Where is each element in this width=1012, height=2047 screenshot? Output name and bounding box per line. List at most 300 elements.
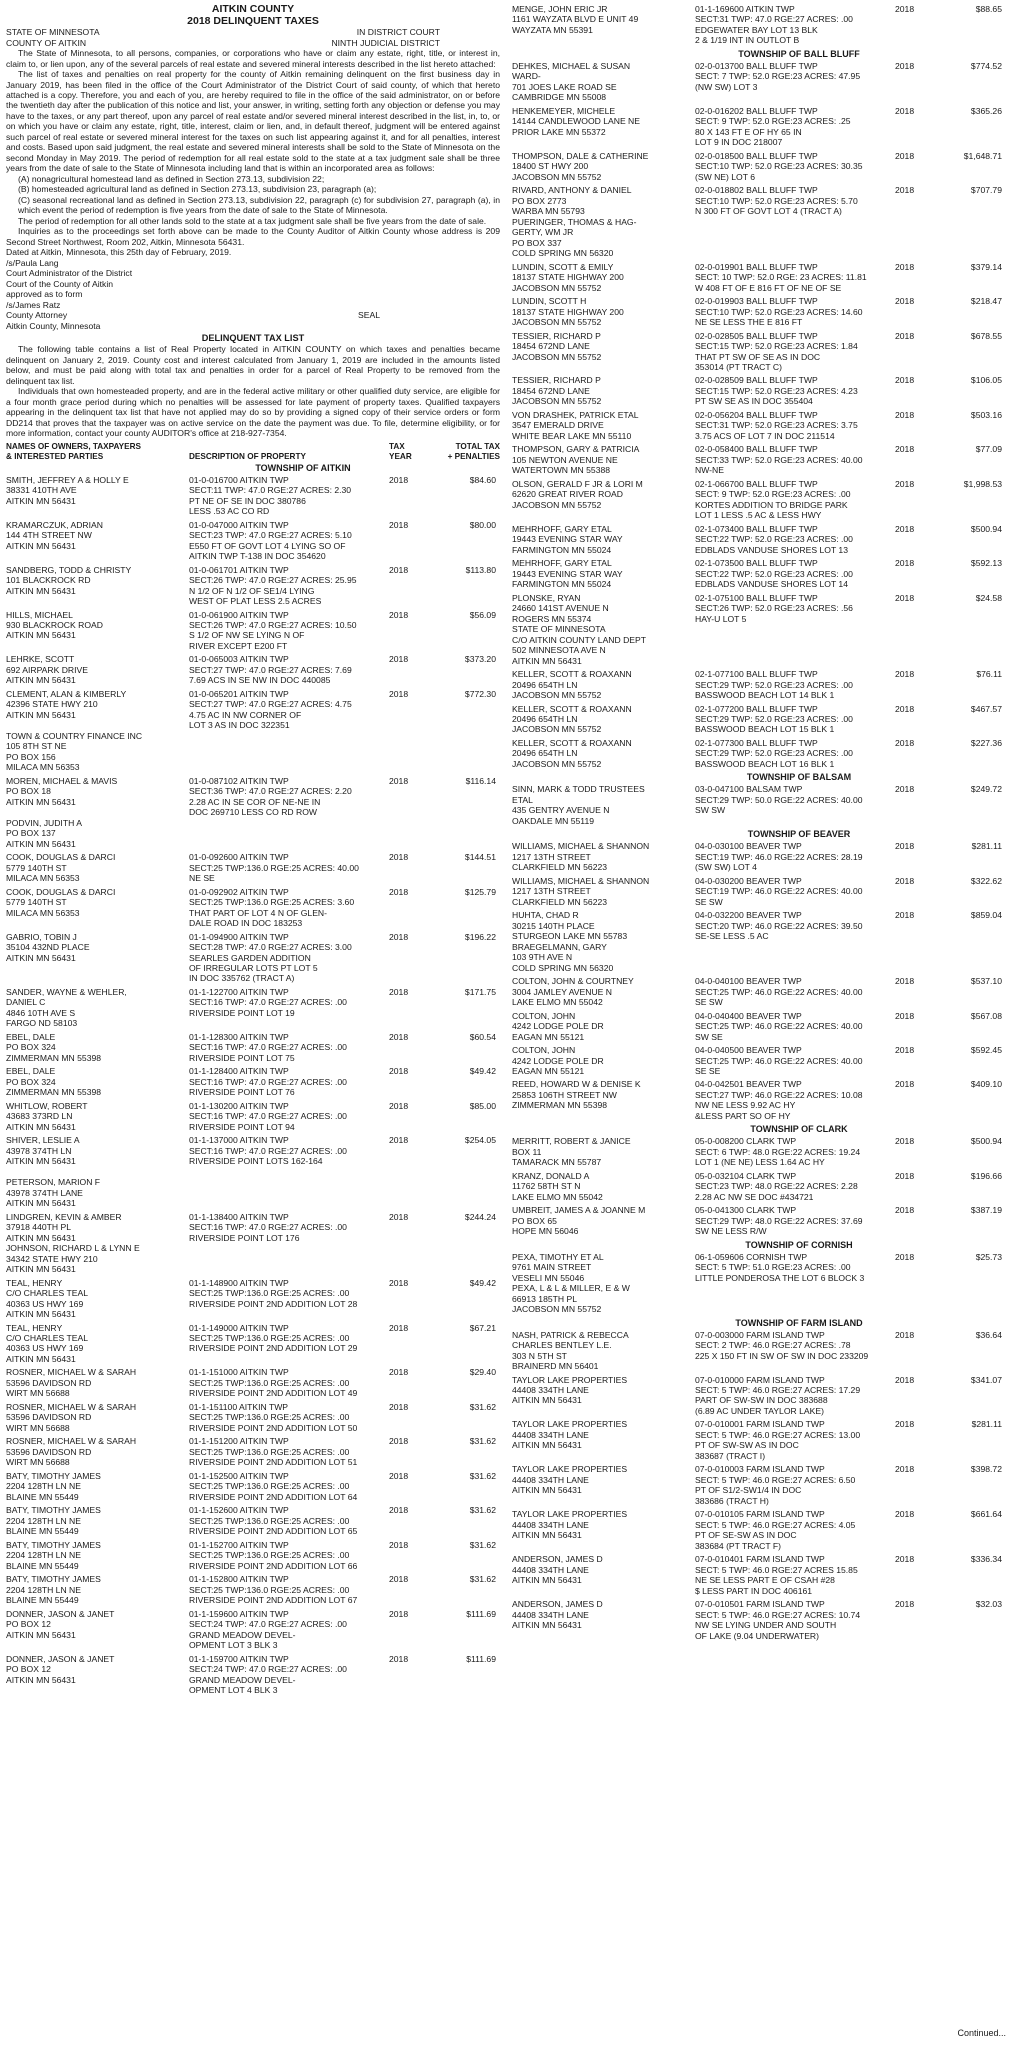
description-line: SECT: 5 TWP: 51.0 RGE:23 ACRES: .00 <box>695 1262 851 1273</box>
owner-line: 103 9TH AVE N <box>512 952 573 963</box>
total-amount-cell: $84.60 <box>469 474 496 485</box>
table-row <box>512 410 1006 441</box>
description-line: 01-1-130200 AITKIN TWP <box>189 1100 289 1111</box>
description-line: S 1/2 OF NW SE LYING N OF <box>189 630 305 641</box>
tax-year-cell: 2018 <box>895 910 915 921</box>
owner-cell <box>512 738 695 769</box>
total-amount-cell: $80.00 <box>469 519 496 530</box>
table-row <box>6 1609 500 1651</box>
owner-line: JACOBSON MN 55752 <box>512 499 602 510</box>
owner-line: TEAL, HENRY <box>6 1277 63 1288</box>
owner-line: JACOBSON MN 55752 <box>512 396 602 407</box>
tax-year-cell: 2018 <box>389 986 409 997</box>
signature-2: Court Administrator of the District <box>6 268 133 279</box>
owner-line: 44408 334TH LANE <box>512 1429 589 1440</box>
owner-line: JACOBSON MN 55752 <box>512 724 602 735</box>
owner-line: 18400 ST HWY 200 <box>512 161 589 172</box>
description-line: SW SE <box>695 1031 723 1042</box>
owner-line: BLAINE MN 55449 <box>6 1491 79 1502</box>
owner-line: COLD SPRING MN 56320 <box>512 962 614 973</box>
owner-line: WIRT MN 56688 <box>6 1388 70 1399</box>
description-cell <box>189 1436 389 1467</box>
tax-year-cell: 2018 <box>895 60 915 71</box>
table-row <box>512 1136 1006 1167</box>
table-row <box>6 1278 500 1320</box>
owner-line: WAYZATA MN 55391 <box>512 24 593 35</box>
table-row <box>6 852 500 883</box>
total-amount-cell: $281.11 <box>971 1419 1002 1430</box>
description-line: 07-0-010501 FARM ISLAND TWP <box>695 1599 825 1610</box>
description-line: (6.89 AC UNDER TAYLOR LAKE) <box>695 1405 824 1416</box>
owner-line: 44408 334TH LANE <box>512 1474 589 1485</box>
total-header-line-1: TOTAL TAX <box>455 441 500 451</box>
total-amount-cell: $218.47 <box>970 296 1002 307</box>
table-row <box>512 738 1006 769</box>
owner-cell <box>6 1574 189 1605</box>
owner-line: EBEL, DALE <box>6 1031 56 1042</box>
description-line: 05-0-032104 CLARK TWP <box>695 1170 797 1181</box>
table-row <box>512 841 1006 872</box>
owner-line: FARMINGTON MN 55024 <box>512 544 612 555</box>
notice-clause-c: (C) seasonal recreational land as defined in Section 273.13, subdivision 22, paragraph (c) for subdivision 27, paragraph (a), in which event the period of redemption is five years from the date of sale to the State of Minnesota. <box>18 194 500 216</box>
table-row <box>6 1540 500 1571</box>
tax-year-cell: 2018 <box>895 592 915 603</box>
owner-cell <box>512 4 695 46</box>
description-cell <box>189 654 389 685</box>
owner-line: COLTON, JOHN <box>512 1010 576 1021</box>
total-amount-cell: $707.79 <box>970 185 1002 196</box>
total-amount-cell: $373.20 <box>464 654 496 665</box>
total-amount-cell: $60.54 <box>469 1031 496 1042</box>
owner-cell <box>512 479 695 521</box>
owner-line: TAMARACK MN 55787 <box>512 1157 602 1168</box>
owner-line: LUNDIN, SCOTT H <box>512 296 587 307</box>
table-header <box>6 442 500 462</box>
table-row <box>512 558 1006 589</box>
owner-cell <box>512 410 695 441</box>
owner-cell <box>512 61 695 103</box>
description-cell <box>695 331 895 373</box>
owner-line: WIRT MN 56688 <box>6 1422 70 1433</box>
notice-paragraph-3: The period of redemption for all other lands sold to the state at a tax judgment sale shall be five years from the date of sale. <box>18 215 487 226</box>
description-line: NW-NE <box>695 465 724 476</box>
description-cell <box>695 151 895 182</box>
table-row <box>512 1375 1006 1417</box>
owner-cell <box>512 1464 695 1506</box>
owner-cell <box>6 1402 189 1433</box>
tax-year-cell: 2018 <box>895 976 915 987</box>
description-line: SECT: 7 TWP: 52.0 RGE:23 ACRES: 47.95 <box>695 71 861 82</box>
description-line: 01-1-152700 AITKIN TWP <box>189 1539 289 1550</box>
description-cell <box>695 558 895 589</box>
tax-year-cell: 2018 <box>895 784 915 795</box>
description-line: 01-1-128400 AITKIN TWP <box>189 1066 289 1077</box>
owner-line: AITKIN MN 56431 <box>512 1620 582 1631</box>
owner-line: 3004 JAMLEY AVENUE N <box>512 986 612 997</box>
description-line: 05-0-041300 CLARK TWP <box>695 1205 797 1216</box>
description-line: NE SE LESS THE E 816 FT <box>695 317 803 328</box>
district-label: NINTH JUDICIAL DISTRICT <box>331 37 440 48</box>
tax-year-cell: 2018 <box>895 1136 915 1147</box>
table-row <box>512 1045 1006 1076</box>
owner-line: 24660 141ST AVENUE N <box>512 603 609 614</box>
owner-line: AITKIN MN 56431 <box>6 1674 76 1685</box>
owner-line: LAKE ELMO MN 55042 <box>512 997 603 1008</box>
table-row <box>6 776 500 849</box>
description-line: SECT:36 TWP: 47.0 RGE:27 ACRES: 2.20 <box>189 786 352 797</box>
tax-year-cell: 2018 <box>389 1277 409 1288</box>
owner-cell <box>6 776 189 849</box>
tax-year-cell: 2018 <box>389 564 409 575</box>
owner-line: ROSNER, MICHAEL W & SARAH <box>6 1401 137 1412</box>
owner-cell <box>6 475 189 517</box>
tax-year-cell: 2018 <box>895 669 915 680</box>
owner-line: WHITE BEAR LAKE MN 55110 <box>512 430 632 441</box>
total-amount-cell: $409.10 <box>970 1079 1002 1090</box>
description-cell <box>695 841 895 872</box>
table-row <box>6 1066 500 1097</box>
total-amount-cell: $67.21 <box>469 1322 496 1333</box>
description-cell <box>695 479 895 521</box>
owner-line: CLARKFIELD MN 56223 <box>512 896 608 907</box>
table-row <box>512 524 1006 555</box>
owner-line: AITKIN MN 56431 <box>6 796 76 807</box>
table-row <box>6 1212 500 1275</box>
signature-3: Court of the County of Aitkin <box>6 278 114 289</box>
description-line: SECT: 9 TWP: 52.0 RGE:23 ACRES: .00 <box>695 489 851 500</box>
description-line: SECT:25 TWP: 46.0 RGE:22 ACRES: 40.00 <box>695 986 863 997</box>
description-line: 07-0-010105 FARM ISLAND TWP <box>695 1509 825 1520</box>
owner-line: C/O CHARLES TEAL <box>6 1288 88 1299</box>
owner-line: PUERINGER, THOMAS & HAG- <box>512 216 637 227</box>
owner-line: ANDERSON, JAMES D <box>512 1599 603 1610</box>
owner-line: SINN, MARK & TODD TRUSTEES <box>512 784 645 795</box>
description-line: RIVER EXCEPT E200 FT <box>189 640 288 651</box>
owner-cell <box>512 375 695 406</box>
description-line: SECT:25 TWP: 46.0 RGE:22 ACRES: 40.00 <box>695 1055 863 1066</box>
description-line: 02-0-058400 BALL BLUFF TWP <box>695 444 818 455</box>
description-line: 01-1-152600 AITKIN TWP <box>189 1505 289 1516</box>
owner-line: COLTON, JOHN & COURTNEY <box>512 976 634 987</box>
description-line: SECT:27 TWP: 47.0 RGE:27 ACRES: 7.69 <box>189 664 352 675</box>
table-row <box>6 610 500 652</box>
description-header <box>189 442 389 462</box>
description-cell <box>695 1252 895 1315</box>
description-line: SECT:25 TWP:136.0 RGE:25 ACRES: 40.00 <box>189 862 359 873</box>
description-cell <box>189 1032 389 1063</box>
owner-line: KRANZ, DONALD A <box>512 1170 590 1181</box>
owner-line: COLTON, JOHN <box>512 1045 576 1056</box>
owner-cell <box>6 1101 189 1132</box>
total-amount-cell: $24.58 <box>975 592 1002 603</box>
owner-cell <box>512 151 695 182</box>
description-cell <box>695 738 895 769</box>
description-line: 02-0-019901 BALL BLUFF TWP <box>695 261 818 272</box>
owner-cell <box>512 1599 695 1641</box>
tax-year-cell: 2018 <box>389 1470 409 1481</box>
owner-line: 2204 128TH LN NE <box>6 1515 81 1526</box>
description-line: E550 FT OF GOVT LOT 4 LYING SO OF <box>189 540 346 551</box>
owner-line: PO BOX 137 <box>6 828 56 839</box>
description-cell <box>189 1212 389 1275</box>
description-line: 04-0-040400 BEAVER TWP <box>695 1010 802 1021</box>
description-line: 02-1-077200 BALL BLUFF TWP <box>695 703 818 714</box>
total-amount-cell: $322.62 <box>970 875 1002 886</box>
description-line: SECT:10 TWP: 52.0 RGE:23 ACRES: 30.35 <box>695 161 863 172</box>
description-cell <box>189 1135 389 1208</box>
seal-row <box>6 310 500 320</box>
continued-label: Continued... <box>957 2028 1006 2039</box>
owner-cell <box>512 841 695 872</box>
owner-line: KELLER, SCOTT & ROAXANN <box>512 703 632 714</box>
total-amount-cell: $49.42 <box>469 1066 496 1077</box>
table-row <box>512 61 1006 103</box>
township-heading: TOWNSHIP OF AITKIN <box>255 462 351 473</box>
owner-line: FARGO ND 58103 <box>6 1018 78 1029</box>
table-row <box>512 106 1006 148</box>
description-line: SECT:25 TWP: 46.0 RGE:22 ACRES: 40.00 <box>695 1021 863 1032</box>
owner-line: OAKDALE MN 55119 <box>512 815 594 826</box>
owner-line: STATE OF MINNESOTA <box>512 624 606 635</box>
description-line: SECT: 5 TWP: 46.0 RGE:27 ACRES: 13.00 <box>695 1429 861 1440</box>
owner-line: 5779 140TH ST <box>6 862 67 873</box>
description-cell <box>695 1419 895 1461</box>
tax-year-cell: 2018 <box>389 519 409 530</box>
description-cell <box>695 1330 895 1372</box>
description-line: 383686 (TRACT H) <box>695 1495 769 1506</box>
description-line: SECT:24 TWP: 47.0 RGE:27 ACRES: .00 <box>189 1664 347 1675</box>
owner-line: DEHKES, MICHAEL & SUSAN <box>512 60 631 71</box>
description-line: SW NE LESS R/W <box>695 1226 767 1237</box>
description-line: DOC 269710 LESS CO RD ROW <box>189 807 317 818</box>
tax-year-cell: 2018 <box>895 1010 915 1021</box>
owner-line: PO BOX 12 <box>6 1619 51 1630</box>
owner-line: PO BOX 65 <box>512 1215 557 1226</box>
tax-year-cell: 2018 <box>895 703 915 714</box>
owner-cell <box>512 262 695 293</box>
owner-line: 40363 US HWY 169 <box>6 1343 84 1354</box>
description-line: 02-0-028505 BALL BLUFF TWP <box>695 330 818 341</box>
owner-line: JACOBSON MN 55752 <box>512 317 602 328</box>
description-line: &LESS PART SO OF HY <box>695 1110 791 1121</box>
description-line: BASSWOOD BEACH LOT 14 BLK 1 <box>695 690 835 701</box>
owner-cell <box>6 1135 189 1208</box>
owner-line: AITKIN MN 56431 <box>6 838 76 849</box>
total-amount-cell: $500.94 <box>970 1136 1002 1147</box>
description-line: AITKIN TWP T-138 IN DOC 354620 <box>189 551 326 562</box>
owner-line: CAMBRIDGE MN 55008 <box>512 92 607 103</box>
tax-year-cell: 2018 <box>895 330 915 341</box>
table-row <box>512 296 1006 327</box>
owner-line: BLAINE MN 55449 <box>6 1526 79 1537</box>
tax-year-cell: 2018 <box>895 4 915 14</box>
description-line: 01-1-137000 AITKIN TWP <box>189 1135 289 1146</box>
owner-line: MEHRHOFF, GARY ETAL <box>512 523 612 534</box>
township-heading: TOWNSHIP OF BALSAM <box>746 772 852 783</box>
description-cell <box>189 520 389 562</box>
owner-line: 44408 334TH LANE <box>512 1385 589 1395</box>
owner-line: GABRIO, TOBIN J <box>6 931 77 942</box>
table-row <box>6 987 500 1029</box>
owner-line: 14144 CANDLEWOOD LANE NE <box>512 116 640 127</box>
total-amount-cell: $31.62 <box>469 1505 496 1516</box>
tax-year-cell: 2018 <box>895 1170 915 1181</box>
owner-line: 20496 654TH LN <box>512 679 578 690</box>
court-header-row <box>6 27 500 37</box>
owner-line: TAYLOR LAKE PROPERTIES <box>512 1419 628 1430</box>
owner-line: TESSIER, RICHARD P <box>512 330 601 341</box>
owner-line: 38331 410TH AVE <box>6 485 77 496</box>
description-line: NE SE <box>189 873 215 884</box>
description-cell <box>695 4 895 46</box>
owner-line <box>6 807 189 817</box>
tax-year-cell: 2018 <box>895 261 915 272</box>
dated-line: Dated at Aitkin, Minnesota, this 25th day of February, 2019. <box>6 247 232 258</box>
table-row <box>512 444 1006 475</box>
owner-line: JACOBSON MN 55752 <box>512 690 602 701</box>
total-amount-cell: $31.62 <box>469 1401 496 1412</box>
description-line: 01-0-061900 AITKIN TWP <box>189 609 289 620</box>
description-cell <box>189 1402 389 1433</box>
table-row <box>512 1419 1006 1461</box>
description-line: SECT:19 TWP: 46.0 RGE:22 ACRES: 40.00 <box>695 886 863 897</box>
description-line: 02-1-073400 BALL BLUFF TWP <box>695 523 818 534</box>
tax-year-cell: 2018 <box>895 1509 915 1520</box>
description-line: 01-0-061701 AITKIN TWP <box>189 564 289 575</box>
table-row <box>6 1402 500 1433</box>
description-line: 02-0-018500 BALL BLUFF TWP <box>695 150 818 161</box>
owner-line: BATY, TIMOTHY JAMES <box>6 1505 101 1516</box>
description-line: SECT:16 TWP: 47.0 RGE:27 ACRES: .00 <box>189 1222 347 1233</box>
tax-year-cell: 2018 <box>895 444 915 455</box>
owner-line: 303 N 5TH ST <box>512 1350 567 1361</box>
owner-line: 4242 LODGE POLE DR <box>512 1055 604 1066</box>
tax-year-cell: 2018 <box>895 1554 915 1565</box>
description-cell <box>695 296 895 327</box>
owner-line <box>6 720 189 730</box>
description-line: 4.75 AC IN NW CORNER OF <box>189 709 302 720</box>
owner-line: ROGERS MN 55374 <box>512 613 592 624</box>
tax-year-cell: 2018 <box>389 1574 409 1585</box>
table-row <box>512 1079 1006 1121</box>
description-line: 04-0-040100 BEAVER TWP <box>695 976 802 987</box>
owner-cell <box>512 1330 695 1372</box>
owner-line: PO BOX 18 <box>6 786 51 797</box>
description-line: SECT: 5 TWP: 46.0 RGE:27 ACRES: 4.05 <box>695 1519 856 1530</box>
table-row <box>512 479 1006 521</box>
owner-line: 42396 STATE HWY 210 <box>6 699 98 710</box>
township-heading: TOWNSHIP OF FARM ISLAND <box>735 1317 863 1328</box>
description-line: 01-0-016700 AITKIN TWP <box>189 474 289 485</box>
description-line: SECT: 5 TWP: 46.0 RGE:27 ACRES: 10.74 <box>695 1609 861 1620</box>
total-amount-cell: $772.30 <box>464 688 496 699</box>
description-line: BASSWOOD BEACH LOT 15 BLK 1 <box>695 724 835 735</box>
total-amount-cell: $144.51 <box>464 852 496 863</box>
owner-line: 2204 128TH LN NE <box>6 1550 81 1561</box>
tax-year-header <box>389 442 421 462</box>
total-amount-cell: $678.55 <box>970 330 1002 341</box>
total-amount-cell: $31.62 <box>469 1574 496 1585</box>
description-line: RIVERSIDE POINT 2ND ADDITION LOT 67 <box>189 1595 358 1606</box>
total-amount-cell: $1,648.71 <box>963 150 1002 161</box>
owner-line: 43683 373RD LN <box>6 1111 73 1122</box>
owner-line: 35104 432ND PLACE <box>6 942 90 953</box>
left-tax-list <box>6 463 500 1696</box>
description-line: 01-0-087102 AITKIN TWP <box>189 775 289 786</box>
owner-cell <box>512 910 695 973</box>
tax-year-cell: 2018 <box>895 1464 915 1475</box>
owner-line: C/O AITKIN COUNTY LAND DEPT <box>512 634 647 645</box>
owner-line: LAKE ELMO MN 55042 <box>512 1191 603 1202</box>
owner-line: WARBA MN 55793 <box>512 206 585 217</box>
description-line: SE SW <box>695 997 723 1008</box>
owner-line: 18137 STATE HIGHWAY 200 <box>512 272 624 283</box>
description-line: SECT:22 TWP: 52.0 RGE:23 ACRES: .00 <box>695 568 853 579</box>
owner-line: LINDGREN, KEVIN & AMBER <box>6 1211 122 1222</box>
notice-paragraph-4: Inquiries as to the proceedings set forth above can be made to the County Auditor of Aitkin County whose address is 209 Second Street Northwest, Room 202, Aitkin, Minnesota 56431. <box>6 226 500 247</box>
owner-header-line-2: & INTERESTED PARTIES <box>6 451 104 461</box>
owner-line: 19443 EVENING STAR WAY <box>512 534 623 545</box>
notice-paragraph-1: The State of Minnesota, to all persons, companies, or corporations who have or claim any estate, right, title, or interest in, claim to, or lien upon, any of the several parcels of real estate and severed mineral interests described in the list hereto attached: <box>6 48 500 69</box>
tax-year-cell: 2018 <box>895 296 915 307</box>
tax-year-cell: 2018 <box>389 1100 409 1111</box>
owner-line: ZIMMERMAN MN 55398 <box>6 1052 102 1063</box>
owner-line: 9761 MAIN STREET <box>512 1262 592 1273</box>
total-amount-cell: $249.72 <box>970 784 1002 795</box>
description-line: SECT:25 TWP:136.0 RGE:25 ACRES: .00 <box>189 1288 350 1299</box>
owner-cell <box>512 1045 695 1076</box>
owner-line: 53596 DAVIDSON RD <box>6 1377 92 1388</box>
description-line: SECT:16 TWP: 47.0 RGE:27 ACRES: .00 <box>189 1145 347 1156</box>
description-line: 01-1-159700 AITKIN TWP <box>189 1653 289 1664</box>
owner-line: PODVIN, JUDITH A <box>6 817 82 828</box>
description-line: 01-1-138400 AITKIN TWP <box>189 1211 289 1222</box>
description-line: SECT:16 TWP: 47.0 RGE:27 ACRES: .00 <box>189 1076 347 1087</box>
owner-line: 4846 10TH AVE S <box>6 1007 76 1018</box>
description-line: SECT:10 TWP: 52.0 RGE:23 ACRES: 5.70 <box>695 195 858 206</box>
township-heading: TOWNSHIP OF CLARK <box>750 1124 848 1135</box>
description-cell <box>695 704 895 735</box>
table-row <box>512 1509 1006 1551</box>
owner-line: BRAINERD MN 56401 <box>512 1361 599 1372</box>
notice-clause-a: (A) nonagricultural homestead land as defined in Section 273.13, subdivision 22; <box>18 173 325 184</box>
description-line: GRAND MEADOW DEVEL- <box>189 1674 296 1685</box>
total-amount-cell: $281.11 <box>971 841 1002 852</box>
owner-line: AITKIN MN 56431 <box>6 1121 76 1132</box>
description-line: LOT 9 IN DOC 218007 <box>695 137 783 148</box>
description-line: 07-0-010001 FARM ISLAND TWP <box>695 1419 825 1430</box>
description-line: LESS .53 AC CO RD <box>189 506 270 517</box>
owner-line: PRIOR LAKE MN 55372 <box>512 126 606 137</box>
table-row <box>6 565 500 607</box>
owner-line: FARMINGTON MN 55024 <box>512 579 612 590</box>
description-line: 01-0-065201 AITKIN TWP <box>189 688 289 699</box>
total-amount-cell: $111.69 <box>466 1653 496 1664</box>
tax-year-cell: 2018 <box>389 852 409 863</box>
tax-year-cell: 2018 <box>895 841 915 852</box>
owner-line: BOX 11 <box>512 1146 542 1157</box>
description-line: SECT:20 TWP: 46.0 RGE:22 ACRES: 39.50 <box>695 920 863 931</box>
owner-line: WATERTOWN MN 55388 <box>512 465 611 476</box>
owner-line: KELLER, SCOTT & ROAXANN <box>512 669 632 680</box>
description-line: SECT:22 TWP: 52.0 RGE:23 ACRES: .00 <box>695 534 853 545</box>
description-cell <box>695 1554 895 1596</box>
description-cell <box>695 61 895 103</box>
total-amount-cell: $661.64 <box>970 1509 1002 1520</box>
description-line: SECT:25 TWP:136.0 RGE:25 ACRES: .00 <box>189 1515 350 1526</box>
county-header-row <box>6 38 500 48</box>
description-line: 01-1-148900 AITKIN TWP <box>189 1277 289 1288</box>
